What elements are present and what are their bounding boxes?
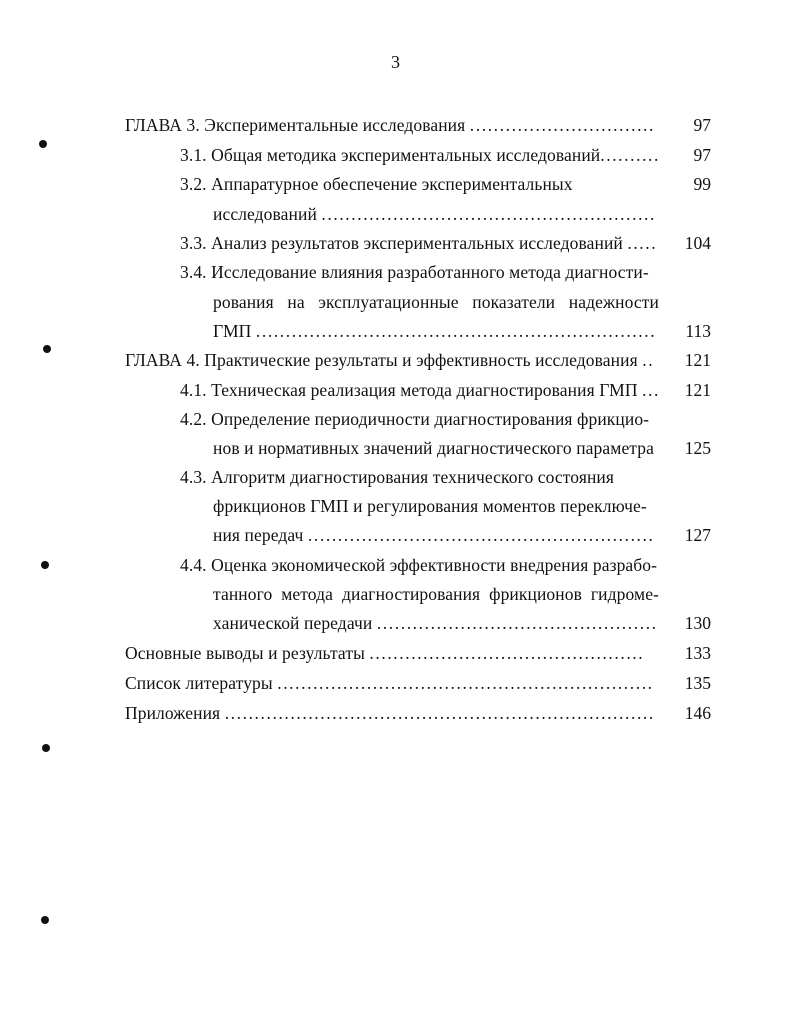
- toc-entry-text: Приложения: [125, 703, 225, 723]
- toc-chapter-3-page: 97: [693, 115, 711, 135]
- punch-hole-mark: [43, 345, 51, 353]
- toc-leader-dots: ...................................................................: [255, 321, 657, 341]
- toc-appendices-title: [125, 703, 655, 723]
- toc-leader-dots: ...: [642, 380, 660, 400]
- toc-section-3-2-title-line2: [213, 204, 656, 224]
- toc-entry-text: ГМП: [213, 321, 256, 341]
- toc-leader-dots: ..........: [600, 145, 660, 165]
- toc-entry-text: ханической передачи: [213, 613, 377, 633]
- toc-section-4-3-page: 127: [684, 525, 711, 545]
- toc-section-4-4-title-line2: танного метода диагностирования фрикционов гидроме-: [213, 584, 659, 604]
- toc-leader-dots: ........................................................................: [224, 703, 655, 723]
- toc-conclusions-title: [125, 643, 644, 663]
- toc-section-4-3-title-line2: фрикционов ГМП и регулирования моментов переключе-: [213, 496, 647, 516]
- toc-section-3-4-title-line2: рования на эксплуатационные показатели надежности: [213, 292, 659, 312]
- toc-leader-dots: ..........................................................: [307, 525, 655, 545]
- toc-entry-text: ГЛАВА 3. Экспериментальные исследования: [125, 115, 470, 135]
- toc-section-4-1-page: 121: [684, 380, 711, 400]
- toc-leader-dots: .....: [627, 233, 658, 253]
- toc-section-4-2-page: 125: [684, 438, 711, 458]
- toc-section-3-4-title-line1: 3.4. Исследование влияния разработанного метода диагности-: [180, 262, 649, 282]
- toc-leader-dots: ...............................................................: [277, 673, 654, 693]
- toc-leader-dots: ...............................: [469, 115, 656, 135]
- toc-section-4-4-title-line3: [213, 613, 658, 633]
- toc-leader-dots: ..: [642, 350, 655, 370]
- toc-references-title: [125, 673, 654, 693]
- toc-section-3-3-page: 104: [684, 233, 711, 253]
- toc-section-3-4-page: 113: [685, 321, 711, 341]
- toc-references-page: 135: [684, 673, 711, 693]
- toc-section-4-1-title: [180, 380, 660, 400]
- toc-section-3-3-title: [180, 233, 657, 253]
- punch-hole-mark: [39, 140, 47, 148]
- toc-chapter-4-page: 121: [684, 350, 711, 370]
- page-number: 3: [391, 52, 400, 72]
- toc-section-4-3-title-line3: [213, 525, 654, 545]
- toc-entry-text: 3.3. Анализ результатов экспериментальных исследований: [180, 233, 628, 253]
- toc-conclusions-page: 133: [684, 643, 711, 663]
- toc-entry-text: 4.1. Техническая реализация метода диагностирования ГМП: [180, 380, 643, 400]
- punch-hole-mark: [42, 744, 50, 752]
- toc-section-3-2-page: 99: [693, 174, 711, 194]
- toc-chapter-3-title: [125, 115, 655, 135]
- toc-section-4-3-title-line1: 4.3. Алгоритм диагностирования технического состояния: [180, 467, 615, 487]
- toc-entry-text: Список литературы: [125, 673, 278, 693]
- toc-section-4-4-title-line1: 4.4. Оценка экономической эффективности внедрения разрабо-: [180, 555, 658, 575]
- toc-section-3-1-title: [180, 145, 660, 165]
- toc-section-3-2-title-line1: 3.2. Аппаратурное обеспечение экспериментальных: [180, 174, 573, 194]
- punch-hole-mark: [41, 916, 49, 924]
- toc-section-3-1-page: 97: [693, 145, 711, 165]
- toc-entry-text: Основные выводы и результаты: [125, 643, 370, 663]
- toc-entry-text: ГЛАВА 4. Практические результаты и эффективность исследования: [125, 350, 643, 370]
- toc-chapter-4-title: [125, 350, 654, 370]
- toc-entry-text: ния передач: [213, 525, 308, 545]
- toc-section-4-4-page: 130: [684, 613, 711, 633]
- toc-section-4-2-title-line2: нов и нормативных значений диагностического параметра: [213, 438, 654, 458]
- toc-entry-text: 3.1. Общая методика экспериментальных исследований: [180, 145, 601, 165]
- toc-appendices-page: 146: [684, 703, 711, 723]
- toc-section-3-4-title-line3: [213, 321, 656, 341]
- punch-hole-mark: [41, 561, 49, 569]
- toc-entry-text: исследований: [213, 204, 322, 224]
- toc-section-4-2-title-line1: 4.2. Определение периодичности диагностирования фрикцио-: [180, 409, 650, 429]
- toc-leader-dots: ........................................................: [321, 204, 657, 224]
- toc-leader-dots: ..............................................: [369, 643, 645, 663]
- toc-leader-dots: ...............................................: [376, 613, 658, 633]
